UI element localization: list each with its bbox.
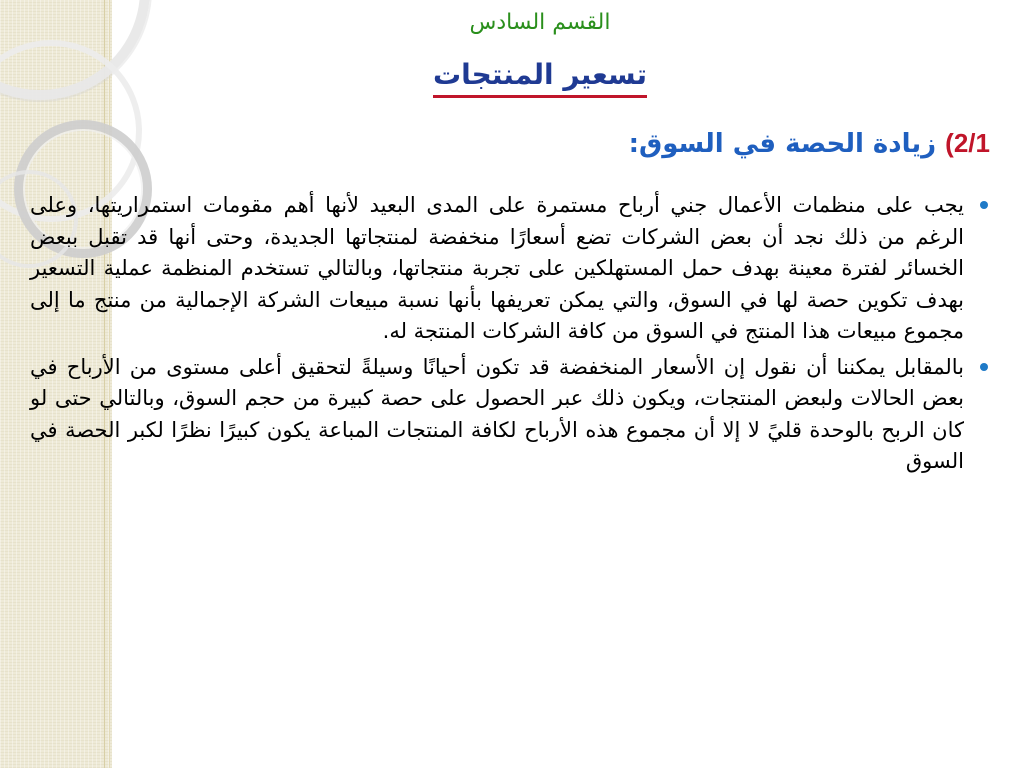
subheading-number: 2/1) <box>945 128 990 158</box>
bullet-item <box>30 352 994 478</box>
section-label: القسم السادس <box>469 10 611 35</box>
bullet-text: بالمقابل يمكننا أن نقول إن الأسعار المنخفضة قد تكون أحيانًا وسيلةً لتحقيق أعلى مستوى من الأرباح في بعض الحالات ولبعض المنتجات، ويكون ذلك عبر الحصول على حصة كبيرة من حجم السوق، وبالتالي حتى لو كان الربح بالوحدة قليً لا إلا أن مجموع هذه الأرباح لكافة المنتجات المباعة يكون كبيرًا نظرًا لكبر الحصة في السوق <box>30 354 964 473</box>
bullet-text: يجب على منظمات الأعمال جني أرباح مستمرة على المدى البعيد لأنها أهم مقومات استمراريتها، وعلى الرغم من ذلك نجد أن بعض الشركات تضع أسعارًا منخفضة لمنتجاتها الجديدة، وحتى أنها قد تقبل ببعض الخسائر لفترة معينة بهدف حمل المستهلكين على تجربة منتجاتها، وبالتالي تستخدم المنظمة عملية التسعير بهدف تكوين حصة لها في السوق، والتي يمكن تعريفها بأنها نسبة مبيعات الشركة الإجمالية من منتج ما إلى مجموع مبيعات هذا المنتج في السوق من كافة الشركات المنتجة له. <box>30 193 964 343</box>
bullet-icon <box>980 201 988 209</box>
slide-body <box>30 190 994 482</box>
bullet-list <box>30 190 994 478</box>
subheading-text: زيادة الحصة في السوق: <box>628 129 937 159</box>
slide-title-text: تسعير المنتجات <box>433 58 647 98</box>
subheading <box>629 128 990 159</box>
slide-title <box>300 58 780 98</box>
bullet-icon <box>980 363 988 371</box>
bullet-item <box>30 190 994 348</box>
